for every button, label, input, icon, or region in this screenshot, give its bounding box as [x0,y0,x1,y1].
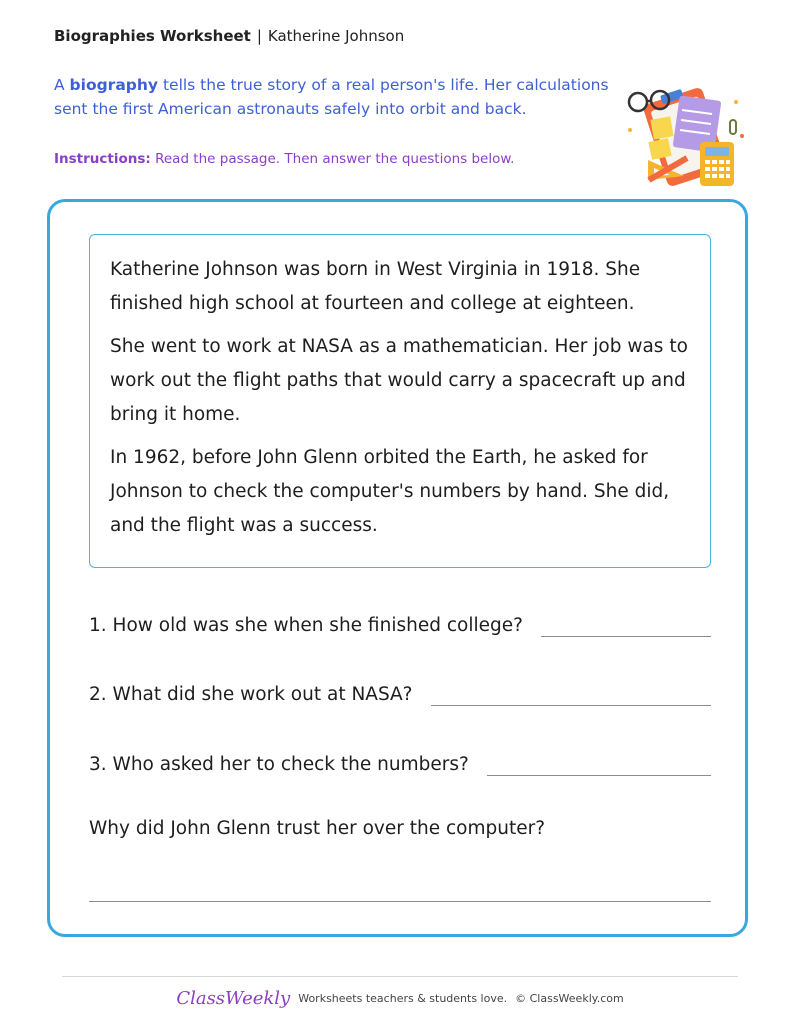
worksheet-header [54,27,404,45]
question-3 [89,747,711,777]
question-text: 1. How old was she when she finished college? [89,615,523,636]
worksheet-subject: Katherine Johnson [267,27,405,45]
question-text: 2. What did she work out at NASA? [89,684,413,705]
passage-paragraph: She went to work at NASA as a mathematician. Her job was to work out the flight paths that would carry a spacecraft up and bring it home. [110,336,688,425]
answer-line[interactable] [431,705,711,706]
worksheet-title: Biographies Worksheet [54,27,251,45]
instructions-label: Instructions: [54,151,151,167]
instructions [54,151,514,167]
passage-paragraph: Katherine Johnson was born in West Virginia in 1918. She finished high school at fourteen and college at eighteen. [110,259,641,314]
instructions-text: Read the passage. Then answer the questions below. [150,151,515,167]
intro-prefix: A [54,76,70,94]
footer-divider [62,976,738,977]
passage-paragraph: In 1962, before John Glenn orbited the Earth, he asked for Johnson to check the computer's numbers by hand. She did, and the flight was a success. [110,447,670,536]
intro-rest: tells the true story of a real person's life. Her calculations sent the first American astronauts safely into orbit and back. [54,76,609,118]
school-supplies-icon [626,80,750,192]
brand-logo: ClassWeekly [176,988,291,1009]
answer-line[interactable] [487,775,711,776]
reading-passage [89,234,711,568]
answer-line[interactable] [541,636,711,637]
footer-tagline: Worksheets teachers & students love. [298,992,508,1005]
intro-text [54,73,614,121]
intro-term: biography [69,76,159,94]
open-question: Why did John Glenn trust her over the computer? [89,818,546,839]
question-2 [89,677,711,707]
open-answer-line[interactable] [89,901,711,902]
question-1 [89,608,711,638]
footer-copyright: © ClassWeekly.com [515,992,624,1005]
footer [0,988,800,1009]
header-separator: | [256,27,262,45]
question-text: 3. Who asked her to check the numbers? [89,754,469,775]
